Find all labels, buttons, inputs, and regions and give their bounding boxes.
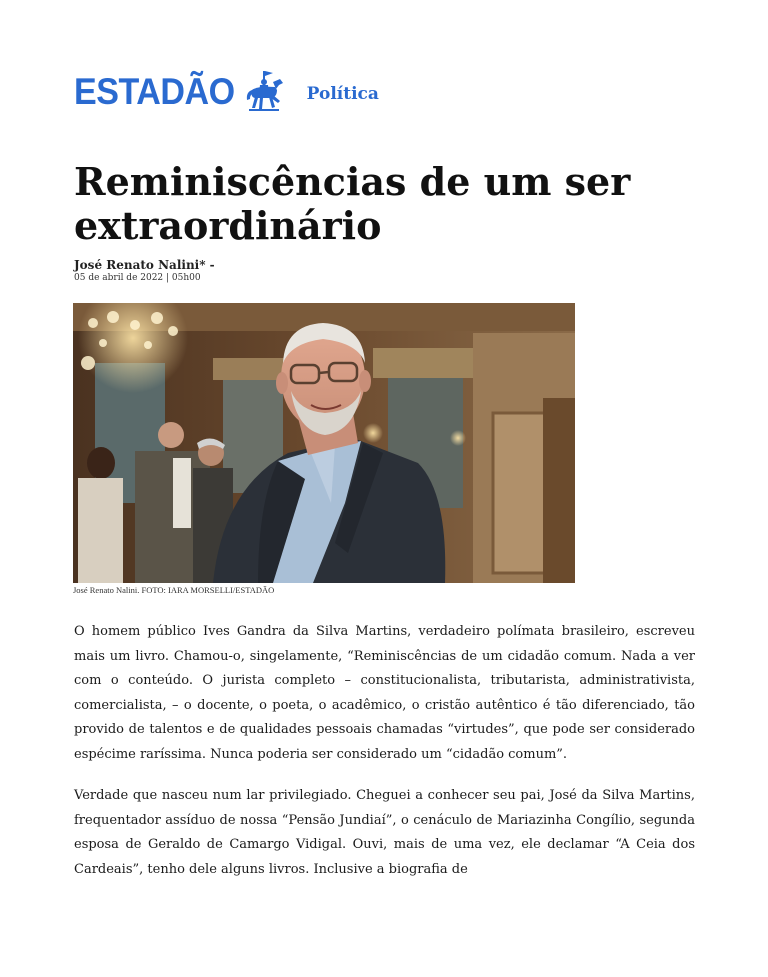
section-label[interactable]: Política <box>306 84 379 104</box>
author-name[interactable]: José Renato Nalini* - <box>74 258 215 272</box>
article-paragraph: O homem público Ives Gandra da Silva Martins, verdadeiro polímata brasileiro, escreveu mais um livro. Chamou-o, singelamente, “Reminiscências de um cidadão comum. Nada a ver com o conteúdo. O jurista completo – constitucionalista, tributarista, administrativista, comercialista, – o docente, o poeta, o acadêmico, o cristão autêntico é tão diferenciado, tão provido de talentos e de qualidades pessoais chamadas “virtudes”, que pode ser considerado espécime raríssima. Nunca poderia ser considerado um “cidadão comum”. <box>74 624 695 762</box>
brand-name[interactable]: ESTADÃO <box>74 70 235 112</box>
article-paragraph: Verdade que nasceu num lar privilegiado. Cheguei a conhecer seu pai, José da Silva Martins, frequentador assíduo de nossa “Pensão Jundiaí”, o cenáculo de Mariazinha Congílio, segunda esposa de Geraldo de Camargo Vidigal. Ouvi, mais de uma vez, ele declamar “A Ceia dos Cardeais”, tenho dele alguns livros. Inclusive a biografia de <box>74 788 695 877</box>
photo-caption: José Renato Nalini. FOTO: IARA MORSELLI/ESTADÃO <box>73 585 275 595</box>
publish-date: 05 de abril de 2022 | 05h00 <box>74 273 201 283</box>
article-title: Reminiscências de um ser extraordinário <box>74 159 631 248</box>
article-body <box>74 620 695 899</box>
horseman-icon <box>243 70 289 112</box>
portrait-illustration <box>73 303 575 583</box>
byline <box>74 258 215 283</box>
masthead <box>74 70 379 112</box>
article-photo <box>73 303 575 583</box>
